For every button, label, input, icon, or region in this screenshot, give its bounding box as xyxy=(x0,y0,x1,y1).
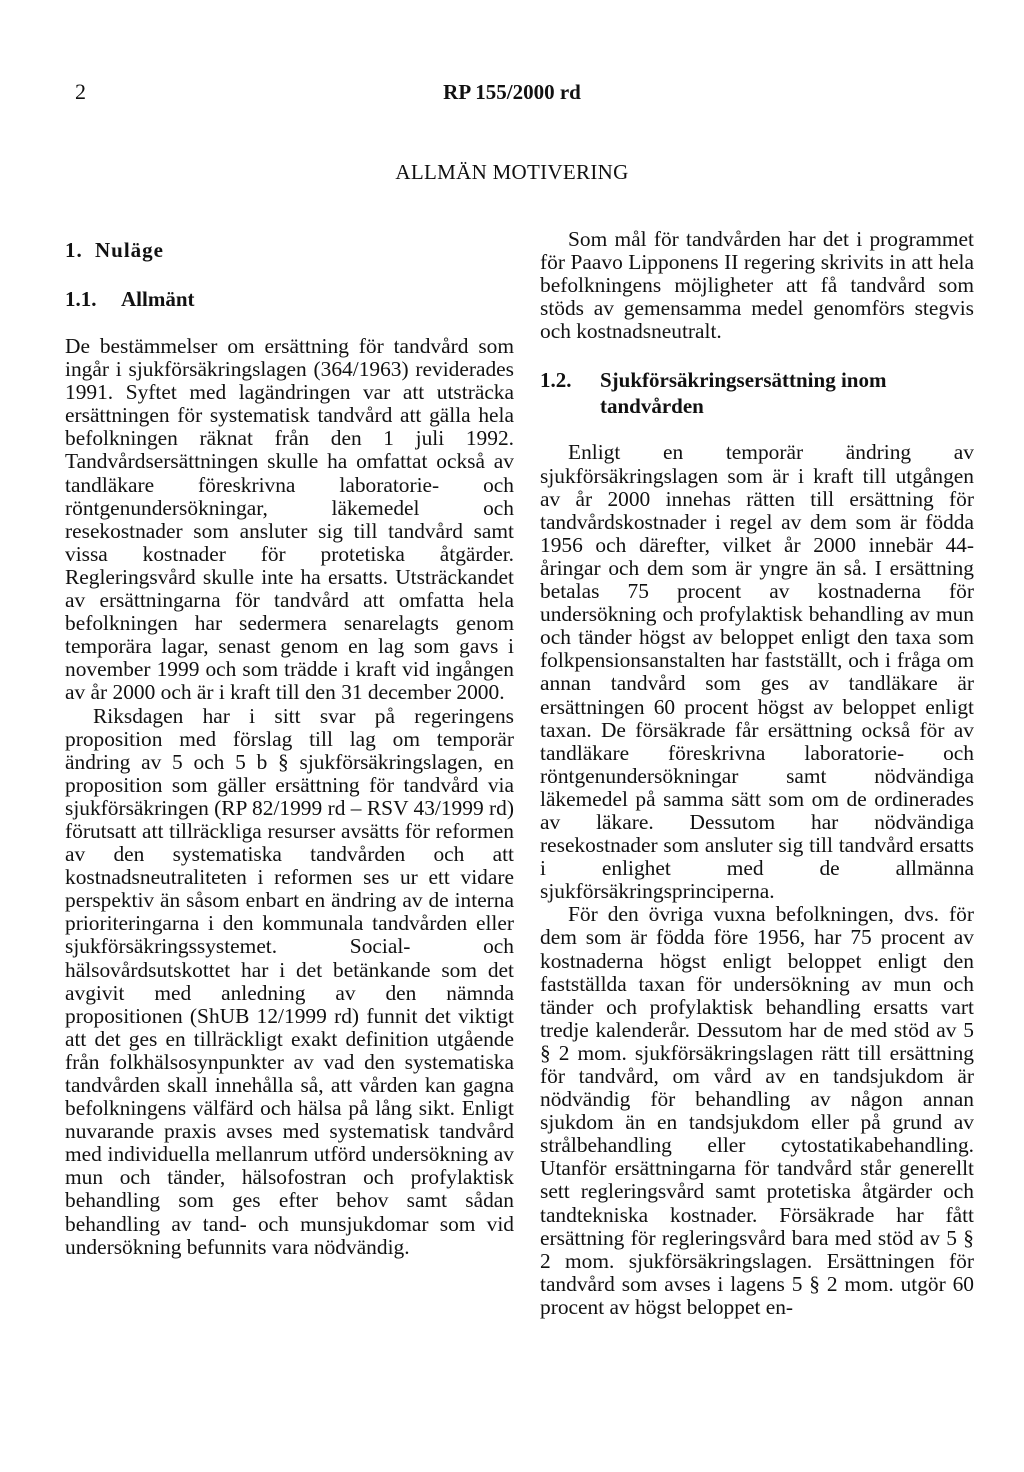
paragraph: Som mål för tandvården har det i programmet för Paavo Lipponens II regering skrivits in att hela befolkningens möjligheter att få tandvård som stöds av gemensamma medel genomförs stegvis och kostnadsneutralt. xyxy=(540,227,974,344)
section-1-1-heading xyxy=(65,287,514,311)
section-1-title: Nuläge xyxy=(95,238,164,262)
left-column xyxy=(65,238,514,1259)
page-number: 2 xyxy=(75,79,86,104)
right-column xyxy=(540,228,974,1319)
section-1-1-title: Allmänt xyxy=(121,287,195,311)
paragraph: Enligt en temporär ändring av sjukförsäkringslagen som är i kraft till utgången av år 2000 innehas rätten till ersättning för tandvårdskostnader i regel av dem som är födda 1956 och därefter, vilket år 2000 innebär 44-åringar och dem som är yngre än så. I ersättning betalas 75 procent av kostnaderna för undersökning och profylaktisk behandling av mun och tänder högst av beloppet enligt den taxa som folkpensionsanstalten har fastställt, och i fråga om annan tandvård som ges av tandläkare är ersättningen 60 procent högst av beloppet enligt taxan. De försäkrade får ersättning också för av tandläkare föreskrivna laboratorie- och röntgenundersökningar samt nödvändiga läkemedel på samma sätt som om de ordinerades av läkare. Dessutom har nödvändiga resekostnader som ansluter sig till tandvård ersatts i enlighet med de allmänna sjukförsäkringsprinciperna. xyxy=(540,440,974,904)
section-1-1-number: 1.1. xyxy=(65,287,97,311)
main-heading: ALLMÄN MOTIVERING xyxy=(395,160,629,184)
section-1-number: 1. xyxy=(65,238,83,262)
document-id: RP 155/2000 rd xyxy=(443,80,581,104)
section-1-2-heading xyxy=(540,367,974,419)
section-1-heading xyxy=(65,238,514,262)
paragraph: För den övriga vuxna befolkningen, dvs. för dem som är födda före 1956, har 75 procent av kostnaderna högst enligt beloppet enligt den fastställda taxan för undersökning av mun och tänder och profylaktisk behandling ersatts vart tredje kalenderår. Dessutom har de med stöd av 5 § 2 mom. sjukförsäkringslagen rätt till ersättning för tandvård, om vård av en tandsjukdom är nödvändig för behandling av någon annan sjukdom än en tandsjukdom eller på grund av strålbehandling eller cytostatikabehandling. Utanför ersättningarna för tandvård står generellt sett regleringsvård samt protetiska åtgärder och tandtekniska kostnader. Försäkrade har fått ersättning för regleringsvård bara med stöd av 5 § 2 mom. sjukförsäkringslagen. Ersättningen för tandvård som avses i lagens 5 § 2 mom. utgör 60 procent av högst beloppet en- xyxy=(540,902,974,1319)
section-1-2-title: Sjukförsäkringsersättning inom tandvården xyxy=(600,368,887,419)
paragraph: Riksdagen har i sitt svar på regeringens proposition med förslag till lag om temporär ändring av 5 och 5 b § sjukförsäkringslagen, en proposition som gäller ersättning för tandvård via sjukförsäkringen (RP 82/1999 rd – RSV 43/1999 rd) förutsatt att tillräckliga resurser avsätts för reformen av den systematiska tandvården och att kostnadsneutraliteten i reformen ses ur ett vidare perspektiv än såsom enbart en ändring av de interna prioriteringarna i den kommunala tandvården eller sjukförsäkringssystemet. Social- och hälsovårdsutskottet har i det betänkande som det avgivit med anledning av den nämnda propositionen (ShUB 12/1999 rd) funnit det viktigt att det ges en tillräckligt exakt definition utgående från folkhälsosynpunkter av vad den systematiska tandvården skall innehålla så, att vården kan gagna befolkningens välfärd och hälsa på lång sikt. Enligt nuvarande praxis avses med systematisk tandvård med individuella mellanrum utförd undersökning av mun och tänder, hälsofostran och profylaktisk behandling som ges efter behov samt sådan behandling av tand- och munsjukdomar som vid undersökning befunnits vara nödvändig. xyxy=(65,703,514,1259)
paragraph: De bestämmelser om ersättning för tandvård som ingår i sjukförsäkringslagen (364/1963) reviderades 1991. Syftet med lagändringen var att utsträcka ersättningen för systematisk tandvård att gälla hela befolkningen räknat från den 1 juli 1992. Tandvårdsersättningen skulle ha omfattat också av tandläkare föreskrivna laboratorie- och röntgenundersökningar, läkemedel och resekostnader som ansluter sig till tandvård samt vissa kostnader för protetiska åtgärder. Regleringsvård skulle inte ha ersatts. Utsträckandet av ersättningarna för tandvård att omfatta hela befolkningen har sedermera senarelagts genom temporära lagar, senast genom en lag som gavs i november 1999 och som trädde i kraft vid ingången av år 2000 och är i kraft till den 31 december 2000. xyxy=(65,334,514,705)
section-1-2-number: 1.2. xyxy=(540,368,572,393)
